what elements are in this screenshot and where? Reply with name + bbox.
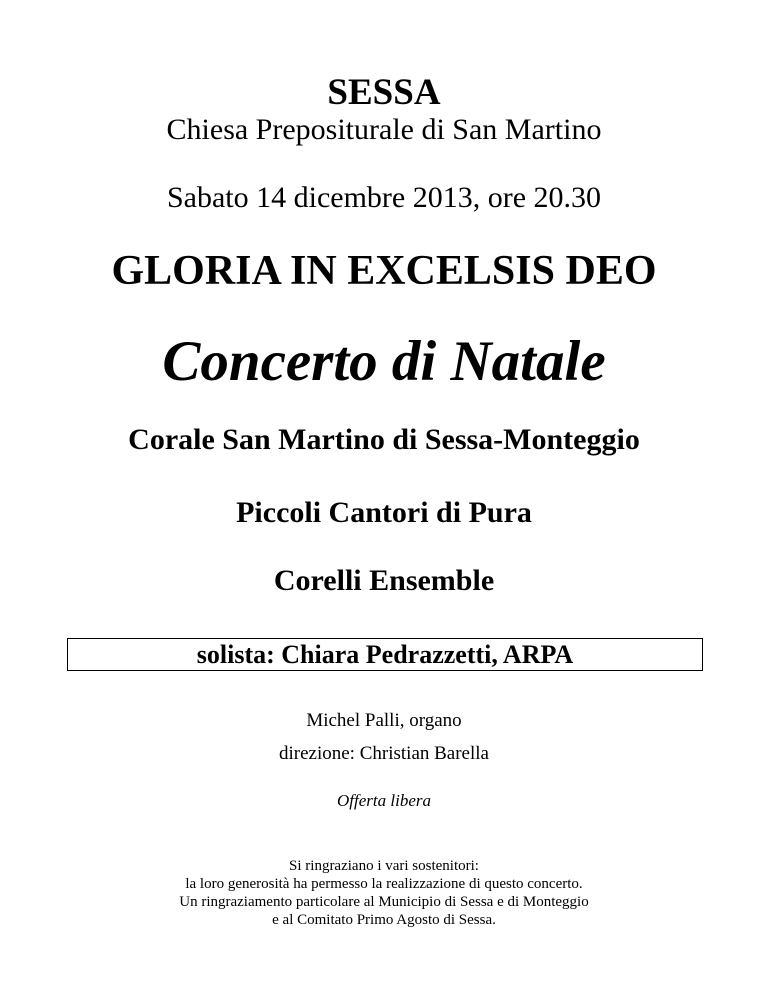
acknowledgement-line: Un ringraziamento particolare al Municipio di Sessa e di Monteggio	[179, 894, 589, 910]
event-title: Concerto di Natale	[162, 330, 606, 393]
venue-text: Chiesa Prepositurale di San Martino	[166, 113, 602, 146]
acknowledgements-block	[0, 857, 768, 929]
performer-ensemble: Corelli Ensemble	[273, 564, 495, 597]
soloist-box: solista: Chiara Pedrazzetti, ARPA	[67, 638, 703, 671]
acknowledgement-line: e al Comitato Primo Agosto di Sessa.	[272, 912, 496, 928]
performer-choir: Corale San Martino di Sessa-Monteggio	[128, 423, 640, 456]
director-text: direzione: Christian Barella	[279, 743, 489, 764]
acknowledgement-line: Si ringraziano i vari sostenitori:	[289, 858, 479, 874]
town-heading: SESSA	[327, 72, 441, 113]
performer-children-choir: Piccoli Cantori di Pura	[236, 496, 532, 529]
admission-text: Offerta libera	[337, 791, 431, 810]
organist-text: Michel Palli, organo	[306, 710, 462, 731]
date-time-text: Sabato 14 dicembre 2013, ore 20.30	[166, 181, 602, 214]
headline-text: GLORIA IN EXCELSIS DEO	[111, 248, 657, 294]
acknowledgement-line: la loro generosità ha permesso la realizzazione di questo concerto.	[185, 876, 583, 892]
